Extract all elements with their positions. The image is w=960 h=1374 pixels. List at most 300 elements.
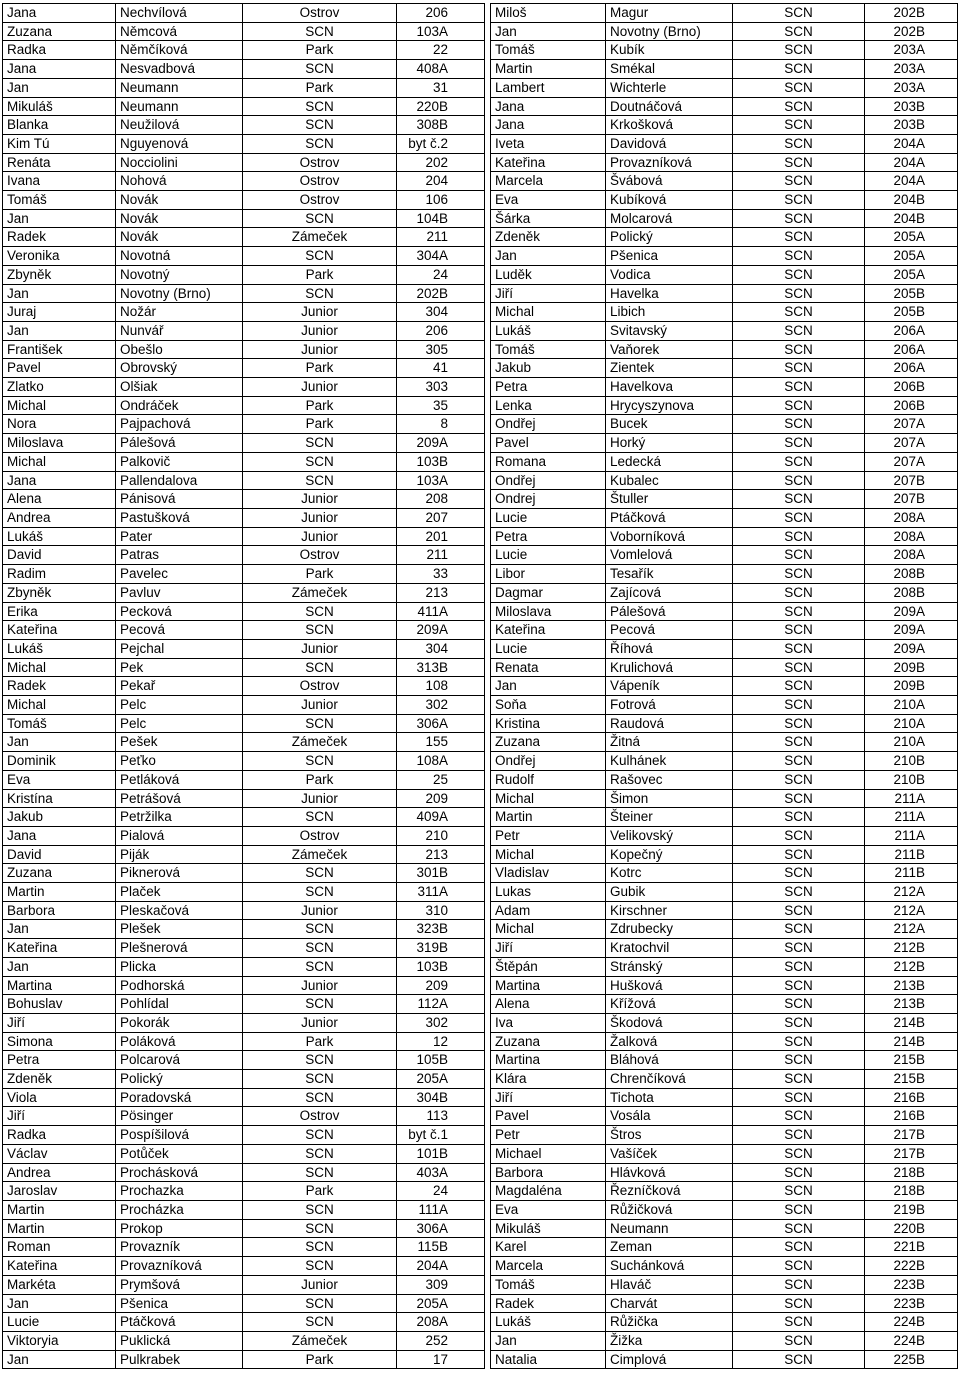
last-name-cell: Růžička (606, 1313, 733, 1332)
table-row (491, 1201, 958, 1220)
first-name-cell: Michael (491, 1144, 606, 1163)
room-cell: 408A (397, 60, 485, 79)
location-cell: SCN (733, 22, 865, 41)
room-cell: 209A (397, 621, 485, 640)
last-name-cell: Novák (116, 209, 243, 228)
table-row (3, 677, 485, 696)
room-cell: 225B (865, 1350, 958, 1369)
location-cell: SCN (243, 1126, 397, 1145)
table-row (491, 247, 958, 266)
room-cell: 308B (397, 116, 485, 135)
first-name-cell: Zuzana (491, 1032, 606, 1051)
table-row (491, 808, 958, 827)
table-row (491, 883, 958, 902)
first-name-cell: Pavel (3, 359, 116, 378)
right-table-body (491, 4, 958, 1369)
table-row (491, 41, 958, 60)
first-name-cell: Radek (3, 228, 116, 247)
table-row (491, 228, 958, 247)
table-row (491, 191, 958, 210)
room-cell: 12 (397, 1032, 485, 1051)
last-name-cell: Nesvadbová (116, 60, 243, 79)
table-row (491, 1182, 958, 1201)
table-row (3, 864, 485, 883)
location-cell: SCN (733, 471, 865, 490)
last-name-cell: Poradovská (116, 1088, 243, 1107)
last-name-cell: Davidová (606, 134, 733, 153)
table-row (491, 490, 958, 509)
last-name-cell: Pálešová (606, 602, 733, 621)
first-name-cell: Lucie (3, 1313, 116, 1332)
room-cell: 209A (865, 621, 958, 640)
first-name-cell: Iveta (491, 134, 606, 153)
first-name-cell: Michal (491, 845, 606, 864)
last-name-cell: Němcová (116, 22, 243, 41)
first-name-cell: Zuzana (491, 733, 606, 752)
table-row (3, 1201, 485, 1220)
room-cell: 323B (397, 920, 485, 939)
last-name-cell: Prymšová (116, 1275, 243, 1294)
room-cell: 202B (397, 284, 485, 303)
last-name-cell: Kulhánek (606, 752, 733, 771)
last-name-cell: Wichterle (606, 78, 733, 97)
room-cell: 208A (865, 508, 958, 527)
room-cell: 17 (397, 1350, 485, 1369)
room-cell: 220B (397, 97, 485, 116)
room-cell: 103B (397, 452, 485, 471)
table-row (491, 22, 958, 41)
room-cell: 204A (865, 153, 958, 172)
room-cell: 105B (397, 1051, 485, 1070)
room-cell: 207B (865, 471, 958, 490)
location-cell: SCN (243, 1088, 397, 1107)
last-name-cell: Ledecká (606, 452, 733, 471)
location-cell: SCN (733, 1144, 865, 1163)
room-cell: 306A (397, 714, 485, 733)
location-cell: SCN (733, 490, 865, 509)
last-name-cell: Kubalec (606, 471, 733, 490)
table-row (491, 1257, 958, 1276)
last-name-cell: Vomlelová (606, 546, 733, 565)
last-name-cell: Pokorák (116, 1013, 243, 1032)
first-name-cell: Jiří (3, 1107, 116, 1126)
last-name-cell: Voborníková (606, 527, 733, 546)
first-name-cell: Blanka (3, 116, 116, 135)
room-cell: 218B (865, 1163, 958, 1182)
room-cell: 104B (397, 209, 485, 228)
last-name-cell: Puklická (116, 1331, 243, 1350)
table-row (3, 583, 485, 602)
location-cell: Zámeček (243, 1331, 397, 1350)
location-cell: SCN (243, 434, 397, 453)
table-row (3, 153, 485, 172)
location-cell: Park (243, 770, 397, 789)
room-cell: 208B (865, 583, 958, 602)
room-cell: 216B (865, 1107, 958, 1126)
last-name-cell: Kratochvil (606, 939, 733, 958)
room-cell: 113 (397, 1107, 485, 1126)
room-cell: 213B (865, 995, 958, 1014)
location-cell: SCN (733, 1275, 865, 1294)
last-name-cell: Prochazka (116, 1182, 243, 1201)
room-cell: 205A (865, 228, 958, 247)
table-row (491, 1144, 958, 1163)
first-name-cell: Viktoryia (3, 1331, 116, 1350)
table-row (3, 97, 485, 116)
location-cell: SCN (733, 1032, 865, 1051)
last-name-cell: Piják (116, 845, 243, 864)
last-name-cell: Palkovič (116, 452, 243, 471)
first-name-cell: Tomáš (491, 41, 606, 60)
first-name-cell: Miloslava (3, 434, 116, 453)
last-name-cell: Nguyenová (116, 134, 243, 153)
first-name-cell: Jan (3, 920, 116, 939)
location-cell: Junior (243, 321, 397, 340)
location-cell: Junior (243, 340, 397, 359)
last-name-cell: Libich (606, 303, 733, 322)
first-name-cell: Martin (491, 60, 606, 79)
table-row (3, 1313, 485, 1332)
room-cell: 304A (397, 247, 485, 266)
location-cell: SCN (733, 808, 865, 827)
table-row (491, 321, 958, 340)
last-name-cell: Procházka (116, 1201, 243, 1220)
last-name-cell: Chrenčíková (606, 1070, 733, 1089)
first-name-cell: Jiří (3, 1013, 116, 1032)
room-cell: 203A (865, 78, 958, 97)
location-cell: SCN (733, 1182, 865, 1201)
room-cell: 208A (397, 1313, 485, 1332)
table-row (3, 359, 485, 378)
room-cell: 208B (865, 565, 958, 584)
first-name-cell: Kateřina (491, 153, 606, 172)
room-cell: 219B (865, 1201, 958, 1220)
table-row (491, 1126, 958, 1145)
first-name-cell: Jan (3, 733, 116, 752)
first-name-cell: Adam (491, 901, 606, 920)
table-row (3, 303, 485, 322)
last-name-cell: Žalková (606, 1032, 733, 1051)
last-name-cell: Kubík (606, 41, 733, 60)
first-name-cell: Lukáš (491, 1313, 606, 1332)
room-cell: 112A (397, 995, 485, 1014)
first-name-cell: Kateřina (3, 621, 116, 640)
last-name-cell: Obešlo (116, 340, 243, 359)
last-name-cell: Pavluv (116, 583, 243, 602)
table-row (491, 546, 958, 565)
first-name-cell: Veronika (3, 247, 116, 266)
first-name-cell: Jana (3, 826, 116, 845)
first-name-cell: Pavel (491, 434, 606, 453)
location-cell: SCN (733, 527, 865, 546)
first-name-cell: Ondřej (491, 752, 606, 771)
location-cell: Park (243, 78, 397, 97)
room-cell: 207A (865, 434, 958, 453)
last-name-cell: Pleskačová (116, 901, 243, 920)
last-name-cell: Nunvář (116, 321, 243, 340)
location-cell: Junior (243, 378, 397, 397)
last-name-cell: Zientek (606, 359, 733, 378)
location-cell: Junior (243, 639, 397, 658)
table-row (3, 658, 485, 677)
location-cell: SCN (243, 957, 397, 976)
last-name-cell: Kubíková (606, 191, 733, 210)
room-cell: 211A (865, 789, 958, 808)
room-cell: 311A (397, 883, 485, 902)
first-name-cell: Iva (491, 1013, 606, 1032)
location-cell: SCN (733, 826, 865, 845)
last-name-cell: Hušková (606, 976, 733, 995)
room-cell: 209B (865, 677, 958, 696)
first-name-cell: Tomáš (3, 191, 116, 210)
room-cell: 214B (865, 1032, 958, 1051)
room-cell: 302 (397, 1013, 485, 1032)
location-cell: SCN (733, 153, 865, 172)
room-cell: 204B (865, 191, 958, 210)
last-name-cell: Pecková (116, 602, 243, 621)
last-name-cell: Zeman (606, 1238, 733, 1257)
location-cell: Junior (243, 1013, 397, 1032)
table-row (3, 696, 485, 715)
table-row (491, 4, 958, 23)
table-row (491, 116, 958, 135)
table-row (491, 172, 958, 191)
first-name-cell: Zuzana (3, 22, 116, 41)
room-cell: 115B (397, 1238, 485, 1257)
first-name-cell: Jiří (491, 1088, 606, 1107)
table-row (3, 508, 485, 527)
room-cell: 210A (865, 696, 958, 715)
room-cell: 206A (865, 340, 958, 359)
first-name-cell: Martin (3, 1201, 116, 1220)
location-cell: SCN (733, 508, 865, 527)
last-name-cell: Šteiner (606, 808, 733, 827)
table-row (3, 1257, 485, 1276)
table-row (3, 826, 485, 845)
first-name-cell: Eva (3, 770, 116, 789)
location-cell: SCN (733, 565, 865, 584)
room-cell: 209A (865, 639, 958, 658)
room-cell: 205A (397, 1070, 485, 1089)
first-name-cell: Štěpán (491, 957, 606, 976)
location-cell: Ostrov (243, 153, 397, 172)
last-name-cell: Obrovský (116, 359, 243, 378)
room-cell: 302 (397, 696, 485, 715)
table-row (3, 22, 485, 41)
first-name-cell: Vladislav (491, 864, 606, 883)
room-cell: 203A (865, 41, 958, 60)
first-name-cell: Romana (491, 452, 606, 471)
table-row (3, 1219, 485, 1238)
first-name-cell: Lucie (491, 508, 606, 527)
first-name-cell: Jan (491, 22, 606, 41)
room-cell: 208A (865, 527, 958, 546)
room-cell: 211A (865, 808, 958, 827)
location-cell: Ostrov (243, 677, 397, 696)
last-name-cell: Zdrubecky (606, 920, 733, 939)
room-cell: 205A (865, 247, 958, 266)
room-cell: 217B (865, 1144, 958, 1163)
location-cell: Junior (243, 303, 397, 322)
room-cell: 223B (865, 1294, 958, 1313)
last-name-cell: Ondráček (116, 396, 243, 415)
first-name-cell: Lukáš (3, 527, 116, 546)
first-name-cell: Jiří (491, 939, 606, 958)
last-name-cell: Horký (606, 434, 733, 453)
table-row (491, 340, 958, 359)
room-cell: 41 (397, 359, 485, 378)
room-cell: 202B (865, 4, 958, 23)
first-name-cell: Jan (3, 78, 116, 97)
room-cell: 220B (865, 1219, 958, 1238)
location-cell: SCN (733, 901, 865, 920)
first-name-cell: Magdaléna (491, 1182, 606, 1201)
table-row (3, 1144, 485, 1163)
table-row (491, 826, 958, 845)
table-row (491, 995, 958, 1014)
table-row (3, 60, 485, 79)
location-cell: SCN (733, 1331, 865, 1350)
location-cell: Park (243, 359, 397, 378)
table-row (491, 864, 958, 883)
table-row (491, 583, 958, 602)
first-name-cell: Jakub (491, 359, 606, 378)
first-name-cell: Kristína (3, 789, 116, 808)
last-name-cell: Hlávková (606, 1163, 733, 1182)
table-row (3, 1275, 485, 1294)
location-cell: SCN (733, 957, 865, 976)
room-cell: 313B (397, 658, 485, 677)
room-cell: 213 (397, 583, 485, 602)
first-name-cell: Bohuslav (3, 995, 116, 1014)
first-name-cell: Martin (3, 883, 116, 902)
location-cell: SCN (733, 172, 865, 191)
last-name-cell: Pšenica (606, 247, 733, 266)
room-cell: 204A (865, 172, 958, 191)
first-name-cell: Barbora (491, 1163, 606, 1182)
first-name-cell: Eva (491, 1201, 606, 1220)
room-cell: 210 (397, 826, 485, 845)
table-row (491, 901, 958, 920)
last-name-cell: Pecová (116, 621, 243, 640)
last-name-cell: Pekař (116, 677, 243, 696)
location-cell: SCN (733, 939, 865, 958)
first-name-cell: Šárka (491, 209, 606, 228)
location-cell: SCN (733, 191, 865, 210)
location-cell: SCN (733, 733, 865, 752)
last-name-cell: Pejchal (116, 639, 243, 658)
location-cell: Park (243, 565, 397, 584)
first-name-cell: Rudolf (491, 770, 606, 789)
first-name-cell: Ondrej (491, 490, 606, 509)
last-name-cell: Pánisová (116, 490, 243, 509)
room-cell: byt č.2 (397, 134, 485, 153)
room-cell: 212B (865, 939, 958, 958)
location-cell: SCN (733, 546, 865, 565)
last-name-cell: Molcarová (606, 209, 733, 228)
location-cell: SCN (243, 602, 397, 621)
table-row (3, 995, 485, 1014)
room-cell: 304 (397, 303, 485, 322)
location-cell: SCN (243, 808, 397, 827)
room-cell: 209A (397, 434, 485, 453)
table-row (3, 41, 485, 60)
last-name-cell: Kirschner (606, 901, 733, 920)
last-name-cell: Nechvílová (116, 4, 243, 23)
last-name-cell: Polický (606, 228, 733, 247)
table-row (491, 752, 958, 771)
room-cell: 205A (865, 265, 958, 284)
room-cell: 304 (397, 639, 485, 658)
location-cell: Ostrov (243, 826, 397, 845)
first-name-cell: Ondřej (491, 471, 606, 490)
room-cell: 218B (865, 1182, 958, 1201)
location-cell: SCN (733, 1126, 865, 1145)
first-name-cell: Andrea (3, 508, 116, 527)
room-cell: 205B (865, 284, 958, 303)
last-name-cell: Štuller (606, 490, 733, 509)
table-row (491, 1294, 958, 1313)
last-name-cell: Pallendalova (116, 471, 243, 490)
last-name-cell: Petrášová (116, 789, 243, 808)
location-cell: SCN (243, 714, 397, 733)
table-row (3, 434, 485, 453)
first-name-cell: Václav (3, 1144, 116, 1163)
table-row (491, 415, 958, 434)
first-name-cell: Jan (3, 957, 116, 976)
room-cell: 211A (865, 826, 958, 845)
room-cell: 304B (397, 1088, 485, 1107)
table-row (491, 396, 958, 415)
table-row (3, 565, 485, 584)
room-cell: 224B (865, 1331, 958, 1350)
table-row (3, 602, 485, 621)
table-row (491, 508, 958, 527)
location-cell: SCN (733, 1013, 865, 1032)
location-cell: SCN (733, 1107, 865, 1126)
first-name-cell: Radim (3, 565, 116, 584)
first-name-cell: Ondřej (491, 415, 606, 434)
last-name-cell: Neumann (116, 78, 243, 97)
room-cell: 212A (865, 901, 958, 920)
room-cell: 309 (397, 1275, 485, 1294)
room-cell: 204A (865, 134, 958, 153)
location-cell: SCN (733, 247, 865, 266)
location-cell: SCN (733, 4, 865, 23)
last-name-cell: Ptáčková (606, 508, 733, 527)
location-cell: SCN (733, 340, 865, 359)
location-cell: SCN (733, 228, 865, 247)
first-name-cell: Michal (3, 658, 116, 677)
first-name-cell: Lukáš (491, 321, 606, 340)
last-name-cell: Svitavský (606, 321, 733, 340)
table-row (491, 134, 958, 153)
table-row (3, 265, 485, 284)
first-name-cell: Jakub (3, 808, 116, 827)
location-cell: Junior (243, 490, 397, 509)
last-name-cell: Tesařík (606, 565, 733, 584)
location-cell: SCN (243, 864, 397, 883)
table-row (3, 4, 485, 23)
table-row (3, 1032, 485, 1051)
last-name-cell: Nožár (116, 303, 243, 322)
last-name-cell: Škodová (606, 1013, 733, 1032)
last-name-cell: Ptáčková (116, 1313, 243, 1332)
room-cell: 204B (865, 209, 958, 228)
first-name-cell: Tomáš (3, 714, 116, 733)
last-name-cell: Zajícová (606, 583, 733, 602)
last-name-cell: Pek (116, 658, 243, 677)
